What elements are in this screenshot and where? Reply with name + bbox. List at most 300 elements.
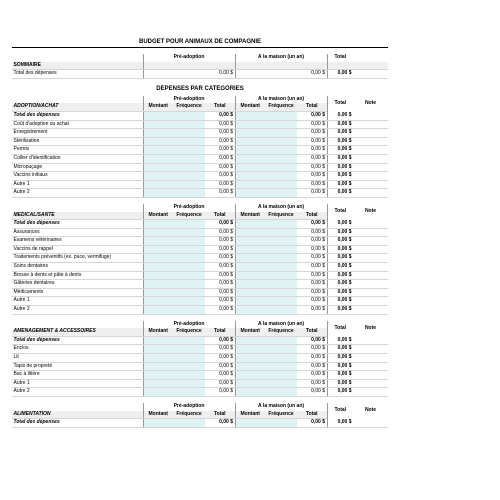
total-header: Total: [327, 204, 353, 220]
home-total-value: 0,00 $: [297, 245, 327, 254]
amount-header: Montant: [143, 212, 173, 220]
pre-frequency-input[interactable]: [173, 180, 205, 189]
line-item-row: [12, 306, 388, 315]
row-total-value: 0,00 $: [327, 163, 353, 172]
section-total-row: [12, 336, 388, 345]
pre-amount-input[interactable]: [143, 354, 173, 363]
pre-adoption-header: Pré-adoption: [143, 204, 235, 212]
note-cell[interactable]: [353, 237, 388, 246]
frequency-header: Fréquence: [173, 212, 205, 220]
note-cell[interactable]: [353, 379, 388, 388]
home-frequency-input[interactable]: [265, 163, 297, 172]
home-frequency-input[interactable]: [265, 146, 297, 155]
home-frequency-input[interactable]: [265, 379, 297, 388]
section-total-label: Total des dépenses: [12, 220, 143, 229]
note-cell[interactable]: [353, 371, 388, 380]
pre-total-value: 0,00 $: [205, 228, 235, 237]
note-cell[interactable]: [353, 354, 388, 363]
line-item-row: [12, 254, 388, 263]
frequency-header: Fréquence: [265, 103, 297, 111]
section-name: ADOPTION/ACHAT: [12, 103, 143, 111]
home-frequency-input[interactable]: [265, 129, 297, 138]
pre-frequency-input[interactable]: [173, 237, 205, 246]
home-header: À la maison (un an): [235, 96, 327, 104]
pre-total-value: 0,00 $: [205, 288, 235, 297]
pre-adoption-header: Pré-adoption: [143, 96, 235, 104]
home-frequency-input[interactable]: [265, 288, 297, 297]
pre-frequency-input[interactable]: [173, 137, 205, 146]
total-subheader: Total: [297, 103, 327, 111]
pre-frequency-input[interactable]: [173, 163, 205, 172]
pre-amount-input[interactable]: [143, 237, 173, 246]
home-frequency-input[interactable]: [265, 189, 297, 198]
line-item-label: Assurances: [12, 228, 143, 237]
line-item-row: [12, 163, 388, 172]
home-amount-input[interactable]: [235, 120, 265, 129]
home-amount-input[interactable]: [235, 345, 265, 354]
pre-total-value: 0,00 $: [205, 354, 235, 363]
pre-amount-input[interactable]: [143, 306, 173, 315]
row-total-value: 0,00 $: [327, 306, 353, 315]
frequency-header: Fréquence: [265, 411, 297, 419]
pre-total-value: 0,00 $: [205, 163, 235, 172]
pre-total-value: 0,00 $: [205, 137, 235, 146]
line-item-label: Enregistrement: [12, 129, 143, 138]
row-total-value: 0,00 $: [327, 245, 353, 254]
pre-amount-input[interactable]: [143, 297, 173, 306]
note-cell[interactable]: [353, 336, 388, 345]
pre-frequency-input[interactable]: [173, 362, 205, 371]
line-item-label: Lit: [12, 354, 143, 363]
note-header: Note: [353, 204, 388, 220]
home-total-value: 0,00 $: [297, 354, 327, 363]
pre-frequency-input[interactable]: [173, 354, 205, 363]
line-item-label: Tapis de propreté: [12, 362, 143, 371]
home-frequency-input[interactable]: [265, 245, 297, 254]
line-item-label: Autre 2: [12, 189, 143, 198]
row-total-value: 0,00 $: [327, 271, 353, 280]
line-item-label: Traitements préventifs (ex. puce, vermifuge): [12, 254, 143, 263]
section-header-row: [12, 204, 388, 212]
home-amount-input[interactable]: [235, 288, 265, 297]
row-total-value: 0,00 $: [327, 220, 353, 229]
row-total-value: 0,00 $: [327, 336, 353, 345]
row-total-value: 0,00 $: [327, 263, 353, 272]
section-name: ALIMENTATION: [12, 411, 143, 419]
home-frequency-input[interactable]: [265, 120, 297, 129]
note-cell[interactable]: [353, 180, 388, 189]
note-cell[interactable]: [353, 288, 388, 297]
row-total-value: 0,00 $: [327, 354, 353, 363]
note-cell[interactable]: [353, 163, 388, 172]
row-total-value: 0,00 $: [327, 379, 353, 388]
amount-header: Montant: [143, 103, 173, 111]
pre-frequency-input[interactable]: [173, 172, 205, 181]
line-item-label: Examens vétérinaires: [12, 237, 143, 246]
pre-amount-input[interactable]: [143, 129, 173, 138]
home-amount-input[interactable]: [235, 306, 265, 315]
line-item-label: Enclos: [12, 345, 143, 354]
section-header-row: [12, 321, 388, 329]
home-total-value: 0,00 $: [297, 371, 327, 380]
home-total-value: 0,00 $: [297, 345, 327, 354]
sheet-title: BUDGET POUR ANIMAUX DE COMPAGNIE: [12, 38, 388, 48]
pre-total-value: 0,00 $: [205, 189, 235, 198]
line-item-row: [12, 146, 388, 155]
note-cell[interactable]: [353, 129, 388, 138]
line-item-label: Collier d'identification: [12, 154, 143, 163]
pre-amount-input[interactable]: [143, 146, 173, 155]
summary-header-row: [12, 54, 388, 62]
line-item-row: [12, 371, 388, 380]
note-cell[interactable]: [353, 271, 388, 280]
line-item-label: Autre 1: [12, 379, 143, 388]
row-total-value: 0,00 $: [327, 237, 353, 246]
note-cell[interactable]: [353, 362, 388, 371]
home-frequency-input[interactable]: [265, 306, 297, 315]
home-amount-input[interactable]: [235, 379, 265, 388]
line-item-label: Autre 2: [12, 388, 143, 397]
note-cell[interactable]: [353, 254, 388, 263]
home-amount-input[interactable]: [235, 245, 265, 254]
summary-total-row: [12, 70, 388, 79]
pre-frequency-input[interactable]: [173, 306, 205, 315]
note-cell[interactable]: [353, 419, 388, 428]
home-total-value: 0,00 $: [297, 220, 327, 229]
pre-frequency-input[interactable]: [173, 280, 205, 289]
amount-header: Montant: [235, 328, 265, 336]
line-item-label: Stérilisation: [12, 137, 143, 146]
note-cell[interactable]: [353, 154, 388, 163]
home-frequency-input[interactable]: [265, 371, 297, 380]
section-header-row: [12, 403, 388, 411]
section-name: AMÉNAGEMENT & ACCESSOIRES: [12, 328, 143, 336]
home-frequency-input[interactable]: [265, 345, 297, 354]
section-name: MÉDICAL/SANTÉ: [12, 212, 143, 220]
pre-total-value: 0,00 $: [205, 388, 235, 397]
row-total-value: 0,00 $: [327, 297, 353, 306]
home-amount-input[interactable]: [235, 154, 265, 163]
home-frequency-input[interactable]: [265, 137, 297, 146]
pre-frequency-input[interactable]: [173, 146, 205, 155]
pre-total-value: 0,00 $: [205, 254, 235, 263]
row-total-value: 0,00 $: [327, 362, 353, 371]
home-amount-input[interactable]: [235, 271, 265, 280]
row-total-value: 0,00 $: [327, 154, 353, 163]
line-item-row: [12, 120, 388, 129]
home-amount-input[interactable]: [235, 237, 265, 246]
summary-total-header: Total: [327, 54, 353, 62]
home-frequency-input[interactable]: [265, 228, 297, 237]
pre-total-value: 0,00 $: [205, 237, 235, 246]
pre-amount-input[interactable]: [143, 245, 173, 254]
pre-amount-input[interactable]: [143, 163, 173, 172]
line-item-label: Médicaments: [12, 288, 143, 297]
pre-frequency-input[interactable]: [173, 129, 205, 138]
line-item-row: [12, 137, 388, 146]
line-item-row: [12, 189, 388, 198]
pre-total-value: 0,00 $: [205, 345, 235, 354]
home-amount-input[interactable]: [235, 146, 265, 155]
total-header: Total: [327, 403, 353, 419]
home-amount-input[interactable]: [235, 354, 265, 363]
line-item-row: [12, 354, 388, 363]
home-total-value: 0,00 $: [297, 180, 327, 189]
pre-amount-input[interactable]: [143, 172, 173, 181]
home-total-value: 0,00 $: [297, 137, 327, 146]
pre-frequency-input[interactable]: [173, 288, 205, 297]
line-item-label: Vaccins de rappel: [12, 245, 143, 254]
home-frequency-input[interactable]: [265, 271, 297, 280]
pre-amount-input[interactable]: [143, 189, 173, 198]
line-item-label: Gâteries dentaires: [12, 280, 143, 289]
pre-total-value: 0,00 $: [205, 306, 235, 315]
row-total-value: 0,00 $: [327, 280, 353, 289]
row-total-value: 0,00 $: [327, 388, 353, 397]
pre-amount-input[interactable]: [143, 120, 173, 129]
note-cell[interactable]: [353, 280, 388, 289]
pre-frequency-input[interactable]: [173, 263, 205, 272]
home-amount-input[interactable]: [235, 254, 265, 263]
home-frequency-input[interactable]: [265, 280, 297, 289]
pre-total-value: 0,00 $: [205, 146, 235, 155]
amount-header: Montant: [235, 103, 265, 111]
note-cell[interactable]: [353, 189, 388, 198]
pre-amount-input[interactable]: [143, 180, 173, 189]
home-amount-input[interactable]: [235, 228, 265, 237]
line-item-row: [12, 129, 388, 138]
line-item-row: [12, 263, 388, 272]
pre-frequency-input[interactable]: [173, 154, 205, 163]
summary-grand-total: 0,00 $: [327, 70, 353, 79]
note-cell[interactable]: [353, 111, 388, 120]
home-frequency-input[interactable]: [265, 362, 297, 371]
section-total-row: [12, 111, 388, 120]
row-total-value: 0,00 $: [327, 288, 353, 297]
row-total-value: 0,00 $: [327, 180, 353, 189]
pre-amount-input[interactable]: [143, 154, 173, 163]
summary-total-label: Total des dépenses: [12, 70, 143, 79]
section-total-row: [12, 220, 388, 229]
pre-amount-input[interactable]: [143, 288, 173, 297]
home-total-value: 0,00 $: [297, 111, 327, 120]
home-frequency-input[interactable]: [265, 172, 297, 181]
home-amount-input[interactable]: [235, 362, 265, 371]
home-total-value: 0,00 $: [297, 263, 327, 272]
home-amount-input[interactable]: [235, 129, 265, 138]
note-cell[interactable]: [353, 220, 388, 229]
home-amount-input[interactable]: [235, 371, 265, 380]
section-total-label: Total des dépenses: [12, 111, 143, 120]
note-header: Note: [353, 403, 388, 419]
pre-total-value: 0,00 $: [205, 111, 235, 120]
home-frequency-input[interactable]: [265, 237, 297, 246]
home-frequency-input[interactable]: [265, 354, 297, 363]
pre-total-value: 0,00 $: [205, 154, 235, 163]
pre-frequency-input[interactable]: [173, 345, 205, 354]
pre-total-value: 0,00 $: [205, 271, 235, 280]
home-total-value: 0,00 $: [297, 379, 327, 388]
line-item-row: [12, 180, 388, 189]
home-frequency-input[interactable]: [265, 388, 297, 397]
pre-amount-input[interactable]: [143, 345, 173, 354]
pre-amount-input[interactable]: [143, 254, 173, 263]
amount-header: Montant: [143, 328, 173, 336]
total-subheader: Total: [205, 212, 235, 220]
pre-frequency-input[interactable]: [173, 388, 205, 397]
home-amount-input[interactable]: [235, 163, 265, 172]
frequency-header: Fréquence: [265, 328, 297, 336]
total-header: Total: [327, 321, 353, 337]
note-cell[interactable]: [353, 263, 388, 272]
home-frequency-input[interactable]: [265, 297, 297, 306]
line-item-row: [12, 237, 388, 246]
note-cell[interactable]: [353, 172, 388, 181]
pre-amount-input[interactable]: [143, 371, 173, 380]
pre-total-value: 0,00 $: [205, 379, 235, 388]
home-amount-input[interactable]: [235, 137, 265, 146]
summary-pre-total: 0,00 $: [205, 70, 235, 79]
line-item-row: [12, 288, 388, 297]
home-total-value: 0,00 $: [297, 120, 327, 129]
section-header-row: [12, 96, 388, 104]
total-subheader: Total: [297, 411, 327, 419]
pre-total-value: 0,00 $: [205, 120, 235, 129]
line-item-label: Micropuçage: [12, 163, 143, 172]
note-cell[interactable]: [353, 120, 388, 129]
pre-total-value: 0,00 $: [205, 180, 235, 189]
line-item-label: Soins dentaires: [12, 263, 143, 272]
row-total-value: 0,00 $: [327, 129, 353, 138]
line-item-row: [12, 172, 388, 181]
home-frequency-input[interactable]: [265, 154, 297, 163]
line-item-label: Permis: [12, 146, 143, 155]
home-total-value: 0,00 $: [297, 336, 327, 345]
note-cell[interactable]: [353, 306, 388, 315]
line-item-row: [12, 297, 388, 306]
pre-amount-input[interactable]: [143, 388, 173, 397]
pre-frequency-input[interactable]: [173, 254, 205, 263]
row-total-value: 0,00 $: [327, 189, 353, 198]
home-total-value: 0,00 $: [297, 154, 327, 163]
pre-frequency-input[interactable]: [173, 379, 205, 388]
home-total-value: 0,00 $: [297, 362, 327, 371]
pre-amount-input[interactable]: [143, 228, 173, 237]
home-amount-input[interactable]: [235, 180, 265, 189]
pre-amount-input[interactable]: [143, 137, 173, 146]
line-item-label: Bac à litière: [12, 371, 143, 380]
home-total-value: 0,00 $: [297, 271, 327, 280]
pre-adoption-header: Pré-adoption: [143, 321, 235, 329]
home-amount-input[interactable]: [235, 263, 265, 272]
pre-frequency-input[interactable]: [173, 297, 205, 306]
home-total-value: 0,00 $: [297, 189, 327, 198]
row-total-value: 0,00 $: [327, 111, 353, 120]
home-total-value: 0,00 $: [297, 288, 327, 297]
frequency-header: Fréquence: [265, 212, 297, 220]
line-item-row: [12, 245, 388, 254]
line-item-row: [12, 388, 388, 397]
budget-table: [12, 38, 388, 428]
note-cell[interactable]: [353, 297, 388, 306]
note-cell[interactable]: [353, 137, 388, 146]
frequency-header: Fréquence: [173, 411, 205, 419]
summary-home-total: 0,00 $: [297, 70, 327, 79]
pre-total-value: 0,00 $: [205, 129, 235, 138]
home-total-value: 0,00 $: [297, 163, 327, 172]
line-item-row: [12, 154, 388, 163]
home-total-value: 0,00 $: [297, 297, 327, 306]
pre-frequency-input[interactable]: [173, 228, 205, 237]
pre-frequency-input[interactable]: [173, 245, 205, 254]
pre-frequency-input[interactable]: [173, 371, 205, 380]
amount-header: Montant: [235, 411, 265, 419]
row-total-value: 0,00 $: [327, 137, 353, 146]
pre-amount-input[interactable]: [143, 280, 173, 289]
summary-home-header: À la maison (un an): [235, 54, 327, 62]
pre-amount-input[interactable]: [143, 362, 173, 371]
section-total-label: Total des dépenses: [12, 336, 143, 345]
line-item-label: Coût d'adoption ou achat: [12, 120, 143, 129]
home-total-value: 0,00 $: [297, 254, 327, 263]
home-header: À la maison (un an): [235, 403, 327, 411]
home-amount-input[interactable]: [235, 172, 265, 181]
home-total-value: 0,00 $: [297, 172, 327, 181]
row-total-value: 0,00 $: [327, 228, 353, 237]
total-subheader: Total: [297, 328, 327, 336]
pre-frequency-input[interactable]: [173, 120, 205, 129]
home-amount-input[interactable]: [235, 189, 265, 198]
pre-total-value: 0,00 $: [205, 172, 235, 181]
pre-frequency-input[interactable]: [173, 189, 205, 198]
pre-amount-input[interactable]: [143, 271, 173, 280]
pre-total-value: 0,00 $: [205, 336, 235, 345]
row-total-value: 0,00 $: [327, 419, 353, 428]
home-amount-input[interactable]: [235, 280, 265, 289]
home-header: À la maison (un an): [235, 321, 327, 329]
line-item-row: [12, 271, 388, 280]
note-cell[interactable]: [353, 388, 388, 397]
frequency-header: Fréquence: [173, 103, 205, 111]
home-frequency-input[interactable]: [265, 180, 297, 189]
home-total-value: 0,00 $: [297, 306, 327, 315]
pre-total-value: 0,00 $: [205, 371, 235, 380]
frequency-header: Fréquence: [173, 328, 205, 336]
pre-total-value: 0,00 $: [205, 419, 235, 428]
pre-amount-input[interactable]: [143, 379, 173, 388]
home-frequency-input[interactable]: [265, 263, 297, 272]
amount-header: Montant: [143, 411, 173, 419]
pre-frequency-input[interactable]: [173, 271, 205, 280]
home-total-value: 0,00 $: [297, 146, 327, 155]
line-item-label: Autre 1: [12, 180, 143, 189]
home-total-value: 0,00 $: [297, 237, 327, 246]
home-frequency-input[interactable]: [265, 254, 297, 263]
total-subheader: Total: [297, 212, 327, 220]
note-cell[interactable]: [353, 345, 388, 354]
line-item-label: Brosse à dents et pâte à dents: [12, 271, 143, 280]
home-amount-input[interactable]: [235, 388, 265, 397]
line-item-row: [12, 362, 388, 371]
note-cell[interactable]: [353, 146, 388, 155]
pre-amount-input[interactable]: [143, 263, 173, 272]
home-total-value: 0,00 $: [297, 419, 327, 428]
row-total-value: 0,00 $: [327, 371, 353, 380]
section-total-label: Total des dépenses: [12, 419, 143, 428]
note-cell[interactable]: [353, 245, 388, 254]
home-amount-input[interactable]: [235, 297, 265, 306]
note-cell[interactable]: [353, 228, 388, 237]
